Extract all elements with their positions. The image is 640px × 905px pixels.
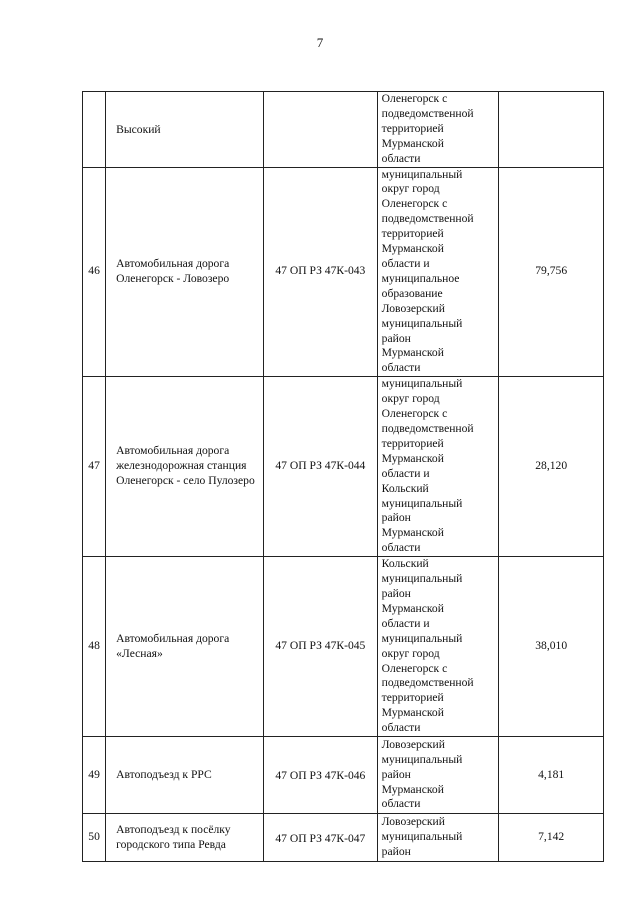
road-id: 47 ОП РЗ 47К-047 (264, 814, 378, 862)
municipality-text: Ловозерский муниципальный район (381, 815, 463, 859)
page-number: 7 (316, 35, 324, 50)
road-name: Высокий (106, 92, 264, 168)
road-id (264, 92, 378, 168)
row-number: 50 (83, 814, 106, 862)
road-id: 47 ОП РЗ 47К-044 (264, 377, 378, 557)
municipality-text: Кольский муниципальный район Мурманской области и муниципальный округ город Оленегорск с подведомственной территорией Мурманской области (381, 557, 474, 735)
road-length: 7,142 (499, 814, 604, 862)
table-row (83, 557, 604, 737)
municipality (377, 814, 499, 862)
road-id: 47 ОП РЗ 47К-045 (264, 557, 378, 737)
road-id: 47 ОП РЗ 47К-046 (264, 737, 378, 814)
roads-table (82, 91, 604, 862)
table-row (83, 377, 604, 557)
road-name: Автомобильная дорога «Лесная» (106, 557, 264, 737)
municipality-text: Ловозерский муниципальный район Мурманской области (381, 737, 463, 811)
municipality (377, 92, 499, 168)
municipality (377, 167, 499, 377)
municipality (377, 737, 499, 814)
municipality-text: Оленегорск с подведомственной территорией Мурманской области (381, 92, 474, 165)
road-name: Автомобильная дорога железнодорожная станция Оленегорск - село Пулозеро (106, 377, 264, 557)
municipality (377, 557, 499, 737)
row-number: 48 (83, 557, 106, 737)
road-name: Автоподъезд к РРС (106, 737, 264, 814)
road-length: 28,120 (499, 377, 604, 557)
municipality (377, 377, 499, 557)
road-length (499, 92, 604, 168)
road-length: 38,010 (499, 557, 604, 737)
road-length: 4,181 (499, 737, 604, 814)
row-number: 49 (83, 737, 106, 814)
road-length: 79,756 (499, 167, 604, 377)
row-number (83, 92, 106, 168)
table-row (83, 92, 604, 168)
road-name: Автоподъезд к посёлку городского типа Ревда (106, 814, 264, 862)
road-name: Автомобильная дорога Оленегорск - Ловозеро (106, 167, 264, 377)
row-number: 46 (83, 167, 106, 377)
row-number: 47 (83, 377, 106, 557)
municipality-text: муниципальный округ город Оленегорск с подведомственной территорией Мурманской области и Кольский муниципальный район Мурманской области (381, 377, 474, 555)
road-id: 47 ОП РЗ 47К-043 (264, 167, 378, 377)
table-row (83, 814, 604, 862)
table-row (83, 167, 604, 377)
municipality-text: муниципальный округ город Оленегорск с подведомственной территорией Мурманской области и муниципальное образование Ловозерский муниципальный район Мурманской области (381, 167, 474, 375)
table-row (83, 737, 604, 814)
